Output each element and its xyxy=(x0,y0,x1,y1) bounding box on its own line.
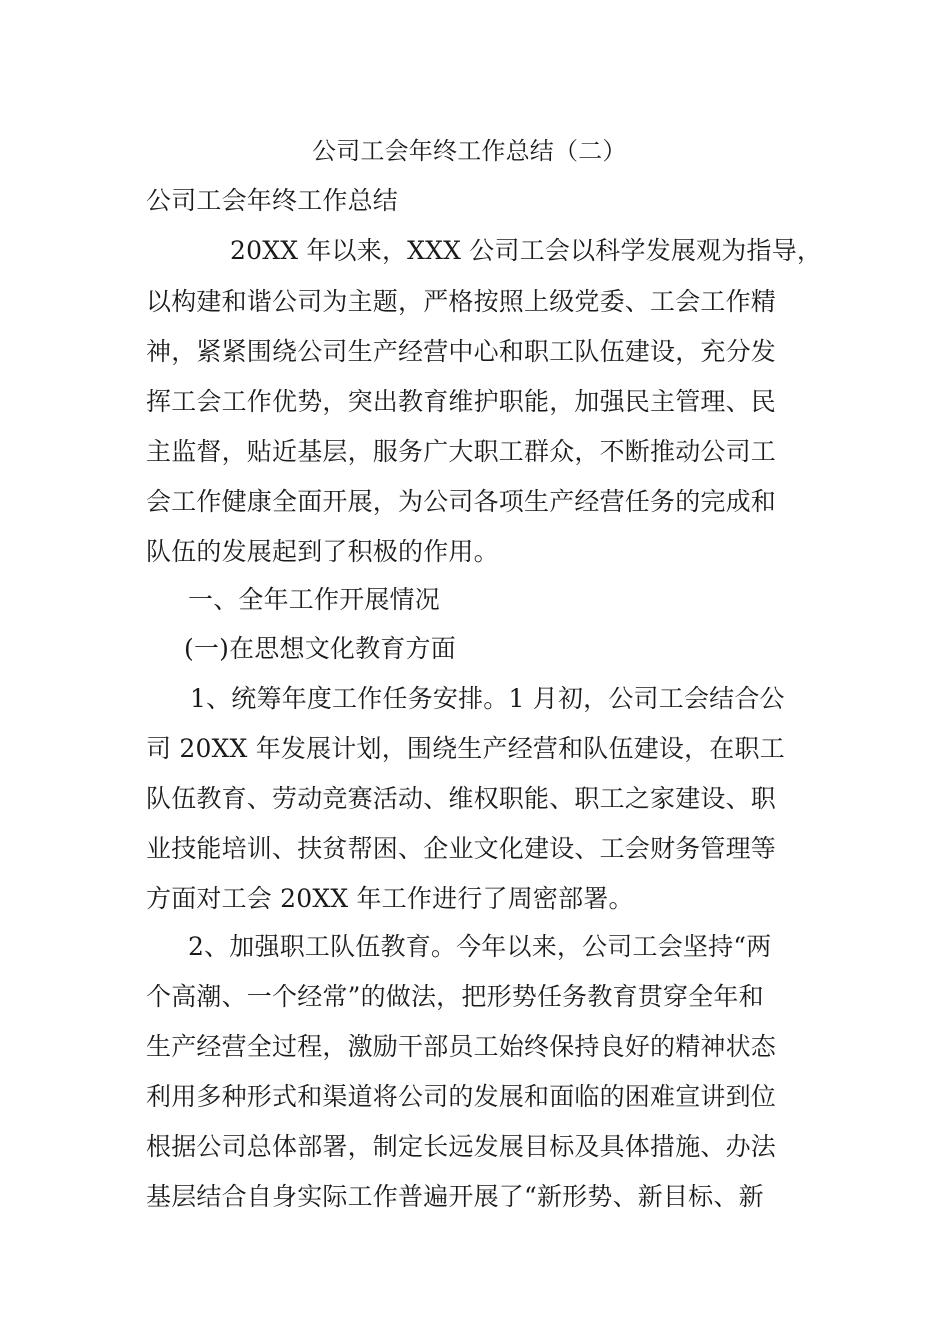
paragraph-line: 会工作健康全面开展，为公司各项生产经营任务的完成和 xyxy=(146,487,777,516)
paragraph-line: 2、加强职工队伍教育。今年以来，公司工会坚持“两 xyxy=(188,932,772,961)
paragraph-line: 挥工会工作优势，突出教育维护职能，加强民主管理、民 xyxy=(146,387,777,416)
paragraph-line: 主监督，贴近基层，服务广大职工群众，不断推动公司工 xyxy=(146,437,777,466)
paragraph-line: 以构建和谐公司为主题，严格按照上级党委、工会工作精 xyxy=(146,287,777,316)
paragraph-line: 队伍教育、劳动竞赛活动、维权职能、职工之家建设、职 xyxy=(146,784,777,813)
paragraph-line: 基层结合自身实际工作普遍开展了“新形势、新目标、新 xyxy=(146,1182,764,1211)
paragraph-line: 根据公司总体部署，制定长远发展目标及具体措施、办法 xyxy=(146,1132,777,1161)
document-title: 公司工会年终工作总结（二） xyxy=(312,137,627,165)
paragraph-line: 业技能培训、扶贫帮困、企业文化建设、工会财务管理等 xyxy=(146,834,777,863)
paragraph-line: 队伍的发展起到了积极的作用。 xyxy=(146,537,499,566)
paragraph-line: 20XX 年以来，XXX 公司工会以科学发展观为指导， xyxy=(230,236,823,265)
paragraph-line: 利用多种形式和渠道将公司的发展和面临的困难宣讲到位 xyxy=(146,1082,777,1111)
paragraph-line: 司 20XX 年发展计划，围绕生产经营和队伍建设，在职工 xyxy=(146,734,785,763)
paragraph-line: 生产经营全过程，激励干部员工始终保持良好的精神状态 xyxy=(146,1032,777,1061)
document-subtitle: 公司工会年终工作总结 xyxy=(146,186,399,215)
paragraph-line: 神，紧紧围绕公司生产经营中心和职工队伍建设，充分发 xyxy=(146,337,777,366)
paragraph-line: 1、统筹年度工作任务安排。1 月初，公司工会结合公 xyxy=(190,684,785,713)
section-heading: 一、全年工作开展情况 xyxy=(188,585,441,614)
subsection-heading: (一)在思想文化教育方面 xyxy=(184,634,456,663)
paragraph-line: 个高潮、一个经常”的做法，把形势任务教育贯穿全年和 xyxy=(146,982,764,1011)
paragraph-line: 方面对工会 20XX 年工作进行了周密部署。 xyxy=(146,884,634,913)
